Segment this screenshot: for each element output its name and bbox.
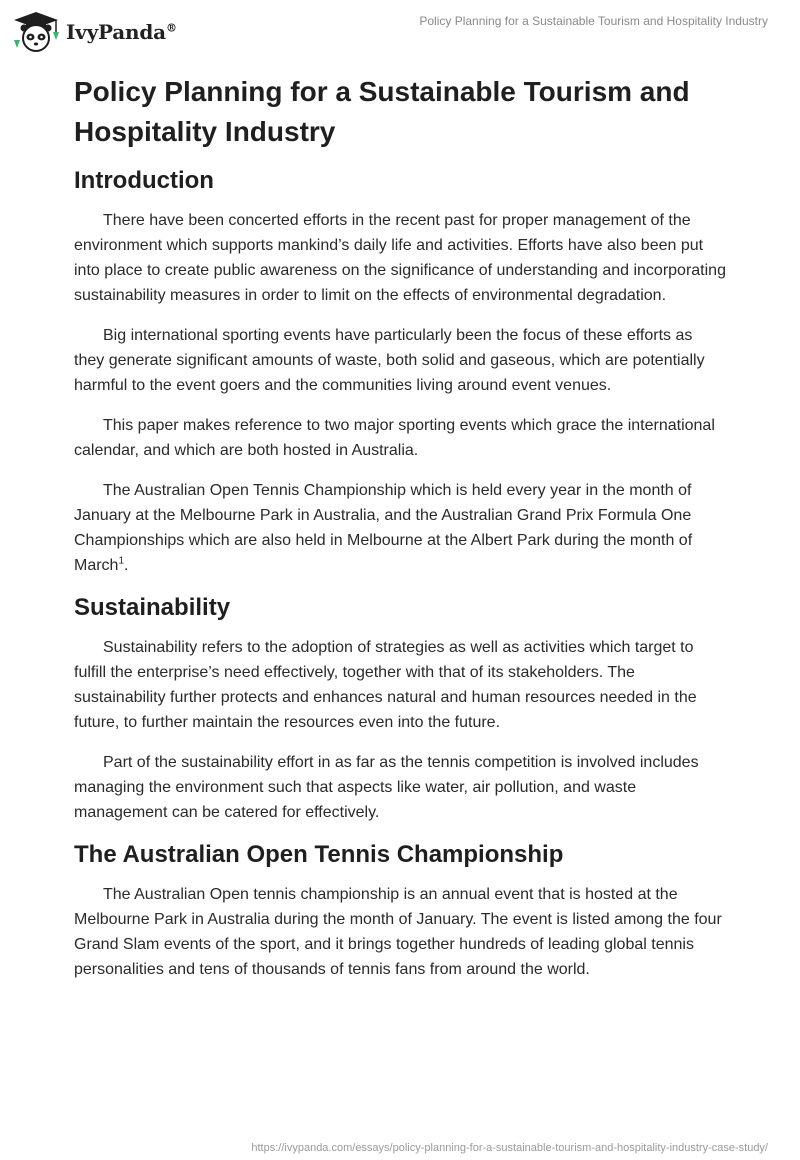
section-heading: Sustainability — [74, 594, 231, 621]
section-heading: Introduction — [74, 167, 214, 194]
paragraph-text: The Australian Open Tennis Championship which is held every year in the month of January at the Melbourne Park in Australia, and the Australian Grand Prix Formula One Championships which are also held in Melbourne at the Albert Park during the month of March — [74, 482, 693, 574]
paragraph: There have been concerted efforts in the recent past for proper management of the environment which supports mankind’s daily life and activities. Efforts have also been put into place to create public awareness on the significance of understanding and incorporating sustainability measures in order to limit on the effects of environmental degradation. — [74, 212, 726, 304]
paragraph: Sustainability refers to the adoption of strategies as well as activities which target to fulfill the enterprise’s need effectively, together with that of its stakeholders. The sustainability further protects and enhances natural and human resources needed in the future, to further maintain the resources even into the future. — [74, 639, 697, 731]
page-header — [0, 0, 800, 60]
section-introduction — [74, 166, 726, 578]
paragraph: The Australian Open Tennis Championship which is held every year in the month of January at the Melbourne Park in Australia, and the Australian Grand Prix Formula One Championships which are also held in Melbourne at the Albert Park during the month of March$^1$. — [74, 482, 693, 574]
paragraph: The Australian Open tennis championship is an annual event that is hosted at the Melbourne Park in Australia during the month of January. The event is listed among the four Grand Slam events of the sport, and it brings together hundreds of leading global tennis personalities and tens of thousands of tennis fans from around the world. — [74, 886, 722, 978]
brand-logo[interactable] — [12, 8, 177, 56]
section-heading: The Australian Open Tennis Championship — [74, 841, 564, 868]
paragraph: Part of the sustainability effort in as far as the tennis competition is involved includes managing the environment such that aspects like water, air pollution, and waste management can be catered for effectively. — [74, 754, 699, 821]
header-doc-title: Policy Planning for a Sustainable Tourism and Hospitality Industry — [419, 14, 768, 28]
brand-name: IvyPanda® — [66, 20, 177, 44]
page-title: Policy Planning for a Sustainable Tourism and Hospitality Industry — [74, 76, 690, 147]
paragraph: This paper makes reference to two major sporting events which grace the international calendar, and which are both hosted in Australia. — [74, 417, 715, 459]
footnote-link[interactable]: 1 — [118, 555, 125, 567]
section-sustainability — [74, 593, 726, 825]
panda-logo-icon — [12, 10, 60, 54]
article — [74, 72, 726, 997]
paragraph: Big international sporting events have particularly been the focus of these efforts as they generate significant amounts of waste, both solid and gaseous, which are potentially harmful to the event goers and the communities living around event venues. — [74, 327, 705, 394]
section-australian-open — [74, 840, 726, 982]
source-url-link[interactable]: https://ivypanda.com/essays/policy-planning-for-a-sustainable-tourism-and-hospitality-industry-case-study/ — [251, 1142, 768, 1154]
